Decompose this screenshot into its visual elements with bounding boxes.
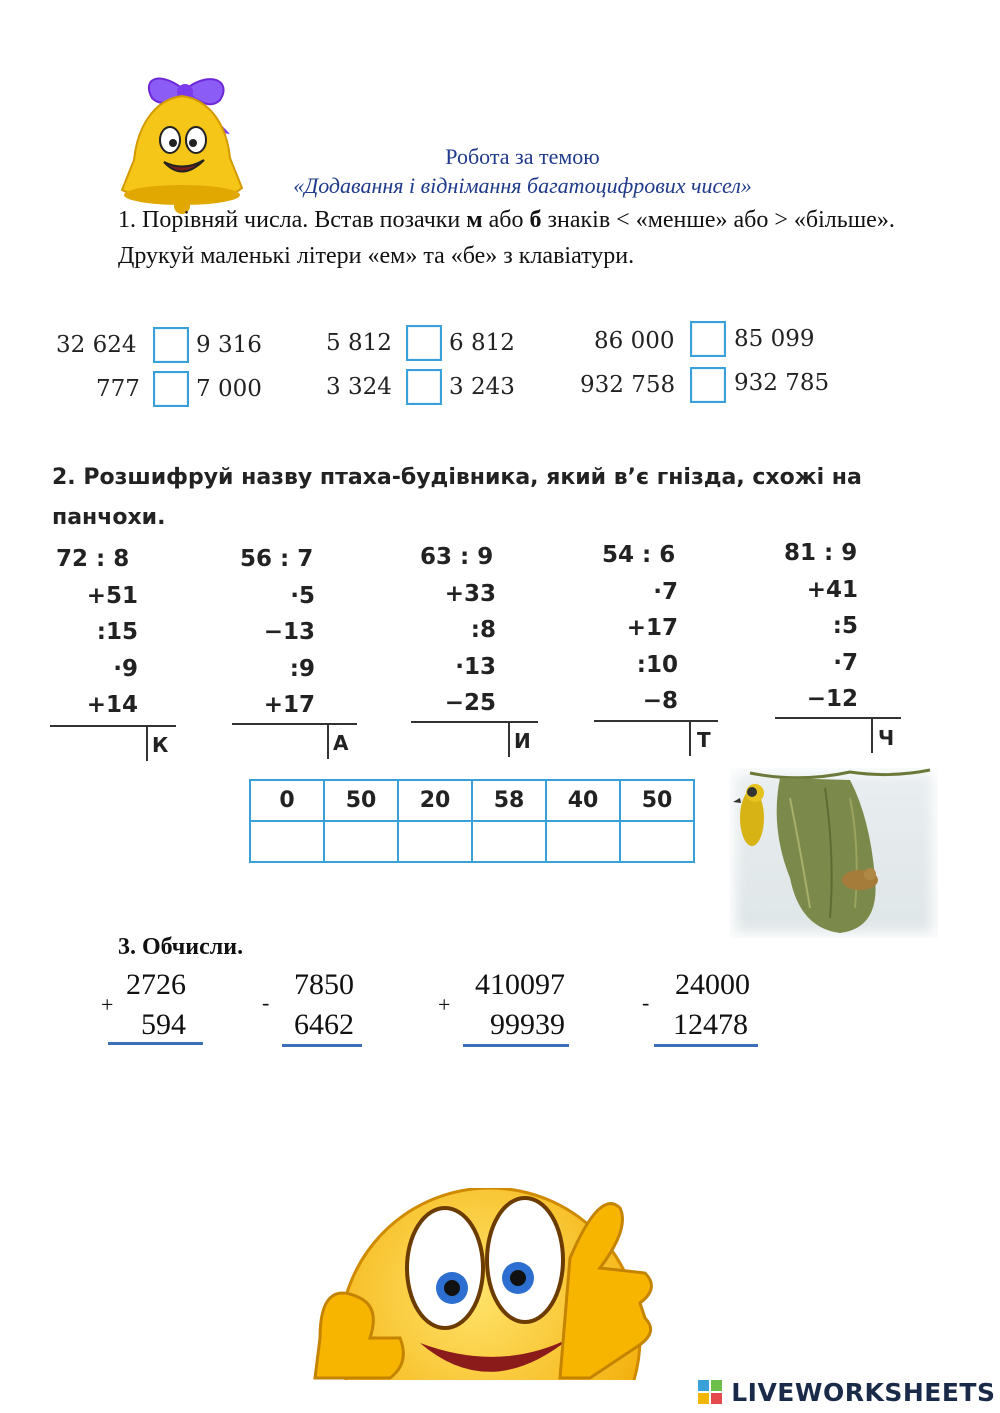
chain-answer-input[interactable] — [70, 730, 146, 760]
result-line — [775, 717, 901, 719]
chain-step: −25 — [444, 690, 496, 716]
chain-start: 81 : 9 — [784, 540, 858, 566]
compare-left-number: 777 — [96, 376, 140, 402]
column-result-line — [108, 1042, 203, 1045]
column-bottom-number: 594 — [141, 1008, 186, 1041]
compare-right-number: 6 812 — [449, 330, 515, 356]
chain-step: −13 — [263, 619, 315, 645]
chain-start: 72 : 8 — [56, 546, 130, 572]
operation-sign: + — [438, 992, 451, 1017]
column-top-number: 2726 — [126, 968, 186, 1001]
chain-answer-input[interactable] — [794, 722, 870, 752]
chain-step: ·9 — [113, 655, 138, 682]
column-bottom-number: 99939 — [490, 1008, 565, 1041]
chain-step: :15 — [96, 619, 138, 645]
chain-step: +33 — [444, 580, 496, 607]
compare-answer-box[interactable] — [690, 367, 726, 403]
chain-step: :5 — [832, 613, 858, 639]
operation-sign: - — [262, 990, 270, 1015]
calc-chain-a — [240, 541, 315, 724]
compare-answer-box[interactable] — [153, 371, 189, 407]
compare-left-number: 3 324 — [326, 374, 392, 400]
chain-step: :10 — [636, 651, 678, 678]
chain-step: −8 — [642, 688, 678, 714]
decode-number-cell: 50 — [324, 780, 398, 821]
operation-sign: + — [101, 992, 114, 1017]
task2-instructions: 2. Розшифруй назву птаха-будівника, який в’є гнізда, схожі на панчохи. — [52, 465, 862, 530]
column-bottom-number: 6462 — [294, 1008, 354, 1041]
compare-answer-box[interactable] — [406, 369, 442, 405]
chain-start: 63 : 9 — [420, 544, 494, 570]
chain-step: −12 — [806, 686, 858, 712]
result-divider — [689, 722, 691, 756]
chain-step: +17 — [626, 615, 678, 641]
column-result-line — [282, 1044, 362, 1047]
chain-answer-input[interactable] — [250, 728, 326, 758]
column-top-number: 7850 — [294, 968, 354, 1001]
result-line — [411, 721, 538, 723]
compare-left-number: 5 812 — [326, 330, 392, 356]
compare-right-number: 9 316 — [196, 332, 262, 358]
chain-step: :8 — [470, 617, 496, 643]
decode-letter-input[interactable] — [546, 821, 620, 862]
column-top-number: 410097 — [475, 968, 565, 1001]
result-divider — [327, 725, 329, 759]
result-divider — [871, 719, 873, 753]
chain-letter: А — [333, 731, 349, 755]
worksheet-title: Робота за темою — [445, 144, 600, 169]
chain-step: ·13 — [455, 653, 496, 680]
chain-letter: И — [514, 729, 531, 753]
decode-letter-input[interactable] — [324, 821, 398, 862]
compare-answer-box[interactable] — [153, 327, 189, 363]
brand-text: LIVEWORKSHEETS — [731, 1378, 996, 1407]
decode-letter-input[interactable] — [472, 821, 546, 862]
calc-chain-k — [56, 541, 138, 724]
column-answer-input[interactable] — [282, 1048, 366, 1082]
compare-left-number: 32 624 — [56, 332, 137, 358]
chain-answer-input[interactable] — [430, 726, 506, 756]
chain-start: 54 : 6 — [602, 542, 676, 568]
compare-right-number: 3 243 — [449, 374, 515, 400]
thumbs-up-smiley-image — [300, 1188, 670, 1380]
chain-step: :9 — [289, 655, 315, 682]
column-result-line — [463, 1044, 569, 1047]
column-answer-input[interactable] — [108, 1046, 207, 1080]
column-answer-input[interactable] — [463, 1048, 573, 1082]
decode-letter-input[interactable] — [620, 821, 694, 862]
result-line — [50, 725, 176, 727]
result-divider — [146, 727, 148, 761]
compare-answer-box[interactable] — [690, 321, 726, 357]
decode-number-cell: 0 — [250, 780, 324, 821]
worksheet-subtitle: «Додавання і віднімання багатоцифрових чисел» — [293, 173, 752, 198]
weaver-bird-photo — [730, 768, 938, 938]
chain-letter: К — [152, 733, 169, 757]
compare-answer-box[interactable] — [406, 325, 442, 361]
result-divider — [508, 723, 510, 757]
chain-step: ·7 — [833, 649, 858, 676]
compare-left-number: 932 758 — [580, 372, 676, 398]
chain-step: +17 — [263, 692, 315, 718]
chain-answer-input[interactable] — [612, 725, 688, 755]
column-result-line — [654, 1044, 758, 1047]
calc-chain-ch — [784, 535, 858, 718]
liveworksheets-logo[interactable] — [698, 1378, 995, 1407]
compare-left-number: 86 000 — [594, 328, 675, 354]
liveworksheets-icon — [698, 1380, 722, 1404]
decode-numbers-row — [250, 780, 694, 821]
decode-number-cell: 50 — [620, 780, 694, 821]
calc-chain-y — [420, 539, 496, 722]
chain-step: +14 — [86, 692, 138, 718]
compare-right-number: 932 785 — [734, 370, 830, 396]
task1-instructions: 1. Порівняй числа. Встав позачки м або б знаків < «менше» або > «більше». Друкуй маленькі літери «ем» та «бе» з клавіатури. — [118, 207, 895, 269]
compare-right-number: 7 000 — [196, 376, 262, 402]
decode-table — [249, 779, 695, 863]
result-line — [232, 723, 357, 725]
chain-step: ·5 — [290, 582, 315, 609]
calc-chain-t — [602, 537, 678, 720]
compare-right-number: 85 099 — [734, 326, 815, 352]
decode-number-cell: 58 — [472, 780, 546, 821]
column-answer-input[interactable] — [654, 1048, 762, 1082]
chain-step: +41 — [806, 576, 858, 603]
chain-start: 56 : 7 — [240, 546, 314, 572]
decode-letter-input[interactable] — [250, 821, 324, 862]
decode-number-cell: 20 — [398, 780, 472, 821]
chain-step: ·7 — [653, 578, 678, 605]
result-line — [594, 720, 718, 722]
column-top-number: 24000 — [675, 968, 750, 1001]
decode-letters-row — [250, 821, 694, 862]
task3-title: 3. Обчисли. — [118, 934, 244, 960]
column-bottom-number: 12478 — [673, 1008, 748, 1041]
chain-step: +51 — [86, 582, 138, 609]
chain-letter: Т — [697, 728, 711, 752]
decode-letter-input[interactable] — [398, 821, 472, 862]
operation-sign: - — [642, 990, 650, 1015]
chain-letter: Ч — [878, 726, 895, 750]
decode-number-cell: 40 — [546, 780, 620, 821]
